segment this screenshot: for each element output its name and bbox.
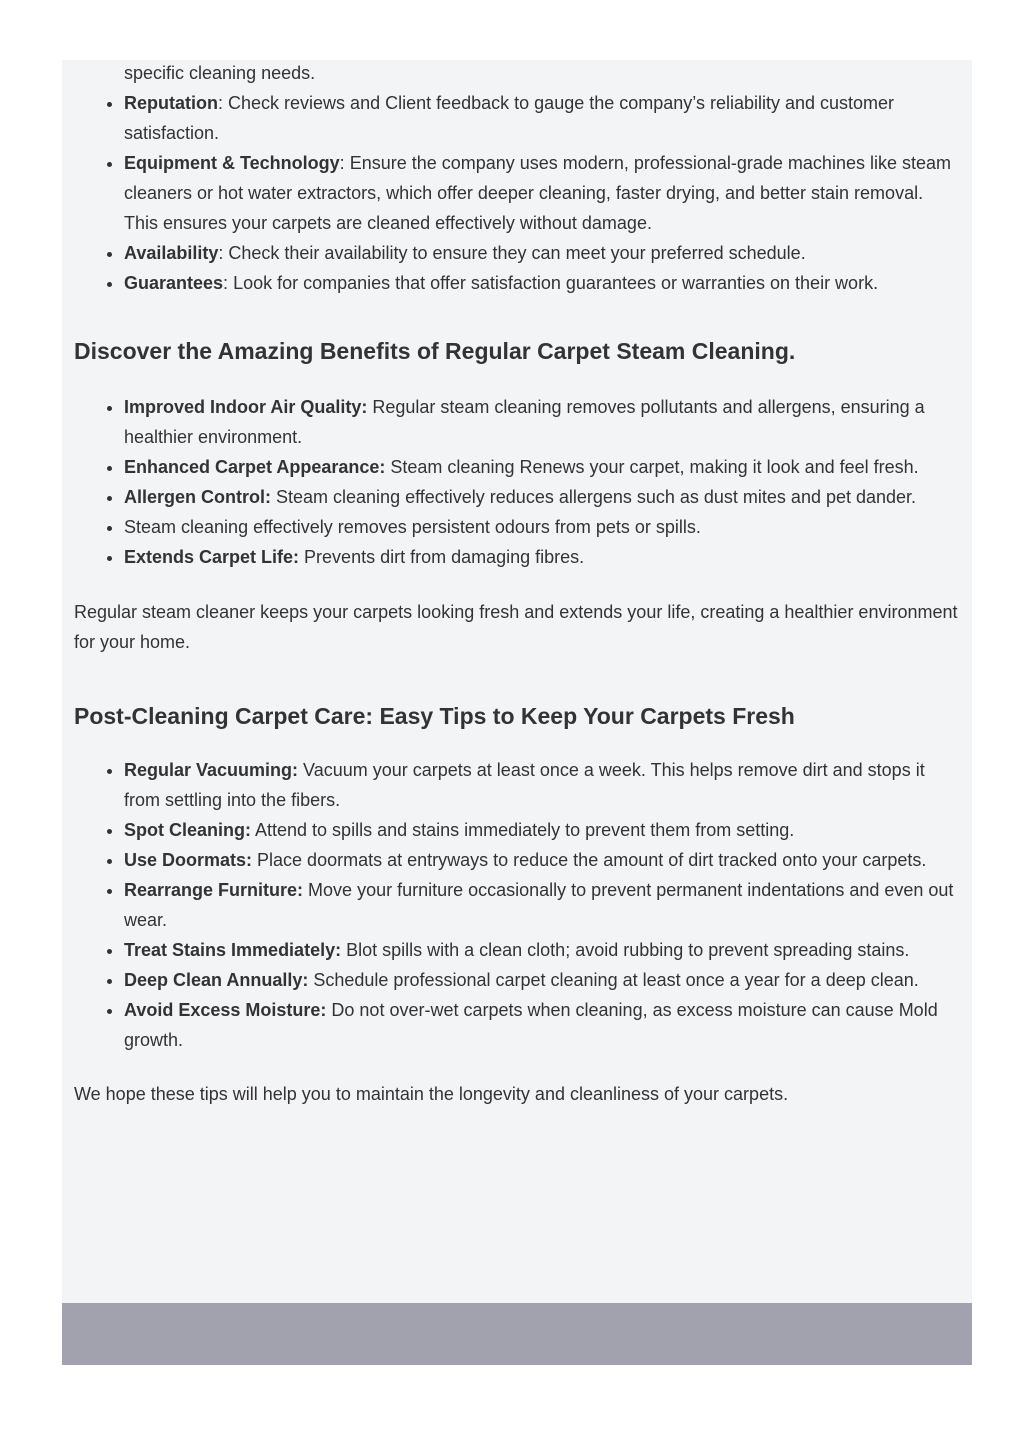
list-item	[124, 482, 960, 512]
benefits-list	[74, 392, 960, 572]
list-item-text: Do not over-wet carpets when cleaning, as excess moisture can cause Mold growth.	[124, 1000, 938, 1050]
list-item-separator: :	[223, 273, 234, 293]
list-item-term: Regular Vacuuming:	[124, 760, 299, 780]
list-item-text: Look for companies that offer satisfaction guarantees or warranties on their work.	[233, 273, 879, 293]
article-page	[62, 60, 972, 1365]
post-cleaning-tips-list	[74, 755, 960, 1055]
list-continuation-text: specific cleaning needs.	[124, 63, 316, 83]
list-item-term: Enhanced Carpet Appearance:	[124, 457, 386, 477]
list-item-term: Avoid Excess Moisture:	[124, 1000, 327, 1020]
list-item	[124, 815, 960, 845]
list-item-term: Reputation	[124, 93, 218, 113]
post-cleaning-heading: Post-Cleaning Carpet Care: Easy Tips to Keep Your Carpets Fresh	[74, 703, 795, 729]
company-criteria-list	[74, 88, 960, 298]
list-item-term: Allergen Control:	[124, 487, 271, 507]
list-item-text: Ensure the company uses modern, professional-grade machines like steam cleaners or hot water extractors, which offer deeper cleaning, faster drying, and better stain removal. This ensures your carpets are cleaned effectively without damage.	[124, 153, 951, 233]
list-item-text: Steam cleaning effectively reduces allergens such as dust mites and pet dander.	[271, 487, 917, 507]
list-item-text: Place doormats at entryways to reduce the amount of dirt tracked onto your carpets.	[252, 850, 927, 870]
list-item	[124, 512, 960, 542]
list-item-text: Steam cleaning Renews your carpet, making it look and feel fresh.	[385, 457, 919, 477]
list-item	[124, 755, 960, 815]
list-item-term: Use Doormats:	[124, 850, 253, 870]
list-item-term: Spot Cleaning:	[124, 820, 251, 840]
list-item-text: Check their availability to ensure they can meet your preferred schedule.	[228, 243, 806, 263]
list-item	[124, 845, 960, 875]
list-item-text: Attend to spills and stains immediately to prevent them from setting.	[251, 820, 795, 840]
footer-band	[62, 1303, 972, 1365]
list-item-text: Regular steam cleaning removes pollutants and allergens, ensuring a healthier environment.	[124, 397, 925, 447]
list-item-text: Steam cleaning effectively removes persistent odours from pets or spills.	[124, 517, 701, 537]
list-item	[124, 935, 960, 965]
list-item-separator: :	[218, 93, 229, 113]
list-item-term: Treat Stains Immediately:	[124, 940, 342, 960]
benefits-summary-paragraph: Regular steam cleaner keeps your carpets looking fresh and extends your life, creating a healthier environment for your home.	[74, 602, 958, 652]
list-item-term: Extends Carpet Life:	[124, 547, 300, 567]
list-item-term: Guarantees	[124, 273, 224, 293]
list-item	[124, 238, 960, 268]
list-item-separator: :	[339, 153, 350, 173]
list-item-text: Schedule professional carpet cleaning at least once a year for a deep clean.	[308, 970, 919, 990]
list-item-term: Availability	[124, 243, 219, 263]
list-item-text: Blot spills with a clean cloth; avoid rubbing to prevent spreading stains.	[341, 940, 910, 960]
list-item	[124, 965, 960, 995]
list-item-text: Check reviews and Client feedback to gauge the company’s reliability and customer satisfaction.	[124, 93, 895, 143]
list-item-text: Move your furniture occasionally to prevent permanent indentations and even out wear.	[124, 880, 954, 930]
list-item-term: Deep Clean Annually:	[124, 970, 309, 990]
list-item-text: Vacuum your carpets at least once a week. This helps remove dirt and stops it from settling into the fibers.	[124, 760, 925, 810]
list-item	[124, 875, 960, 935]
list-item-term: Equipment & Technology	[124, 153, 340, 173]
list-item-text: Prevents dirt from damaging fibres.	[299, 547, 585, 567]
list-item	[124, 995, 960, 1055]
list-item-separator: :	[218, 243, 229, 263]
list-item-term: Rearrange Furniture:	[124, 880, 304, 900]
list-item-term: Improved Indoor Air Quality:	[124, 397, 368, 417]
benefits-heading: Discover the Amazing Benefits of Regular Carpet Steam Cleaning.	[74, 338, 796, 364]
closing-paragraph: We hope these tips will help you to maintain the longevity and cleanliness of your carpets.	[74, 1084, 789, 1104]
article-content	[74, 60, 960, 1109]
list-item	[124, 148, 960, 238]
list-item	[124, 542, 960, 572]
list-item	[124, 452, 960, 482]
list-item	[124, 392, 960, 452]
list-item	[124, 268, 960, 298]
list-item	[124, 88, 960, 148]
